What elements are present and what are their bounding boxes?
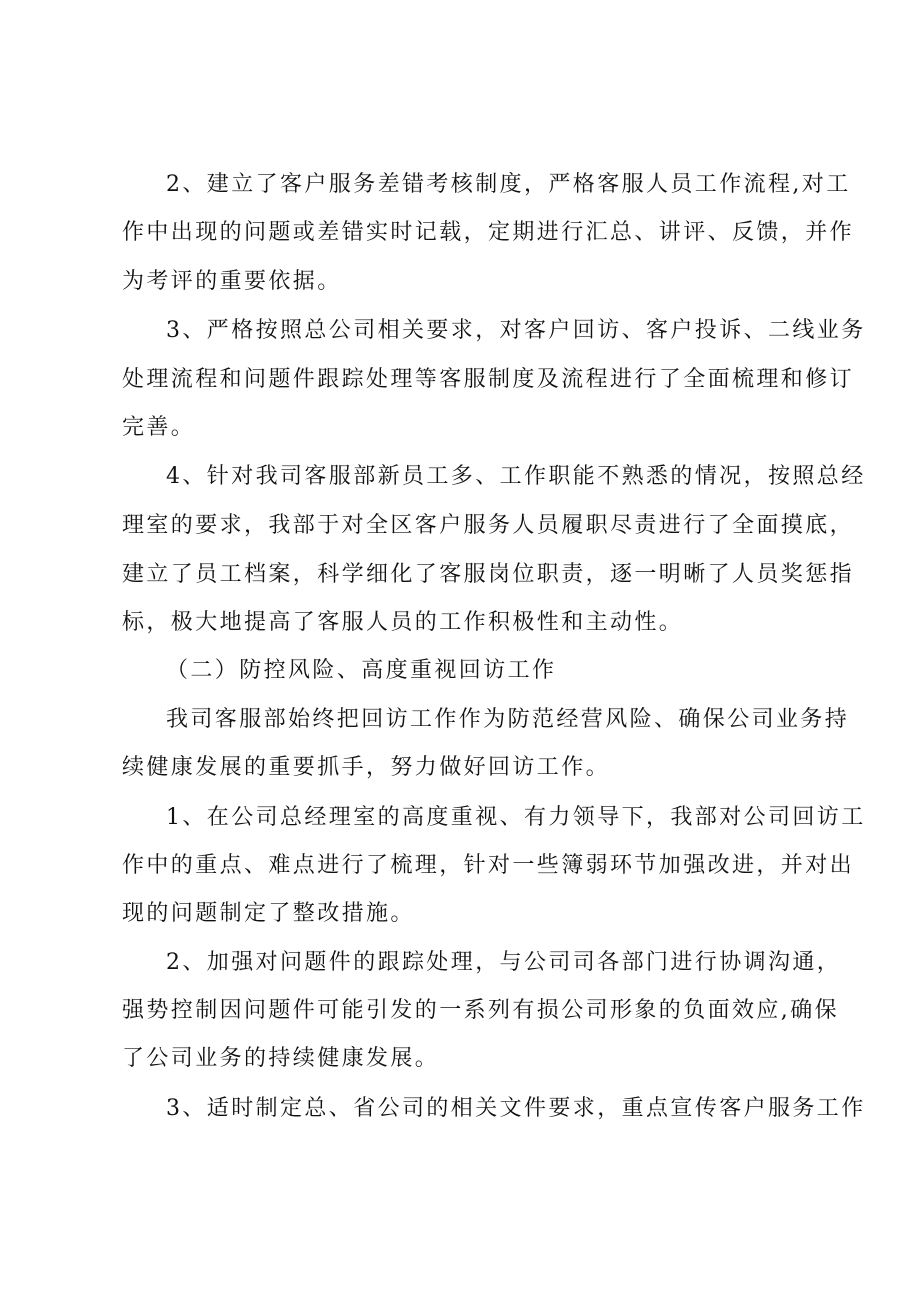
paragraph-line: 现的问题制定了整改措施。	[122, 901, 415, 926]
paragraph-line: 2、加强对问题件的跟踪处理，与公司司各部门进行协调沟通，	[166, 950, 842, 975]
paragraph-line: 理室的要求，我部于对全区客户服务人员履职尽责进行了全面摸底，	[122, 513, 855, 538]
paragraph-line: 强势控制因问题件可能引发的一系列有损公司形象的负面效应,确保	[122, 998, 839, 1023]
paragraph-line: 4、针对我司客服部新员工多、工作职能不熟悉的情况，按照总经	[166, 464, 866, 489]
paragraph-line: 2、建立了客户服务差错考核制度，严格客服人员工作流程,对工	[166, 172, 851, 197]
paragraph-line: 为考评的重要依据。	[122, 269, 342, 294]
paragraph-line: 处理流程和问题件跟踪处理等客服制度及流程进行了全面梳理和修订	[122, 367, 855, 392]
paragraph-line: 3、适时制定总、省公司的相关文件要求，重点宣传客户服务工作	[166, 1096, 866, 1121]
paragraph-line: 续健康发展的重要抓手，努力做好回访工作。	[122, 755, 611, 780]
paragraph-line: 标，极大地提高了客服人员的工作积极性和主动性。	[122, 610, 684, 635]
paragraph-line: 完善。	[122, 415, 196, 440]
paragraph-line: 了公司业务的持续健康发展。	[122, 1046, 440, 1071]
paragraph-line: 作中出现的问题或差错实时记载，定期进行汇总、讲评、反馈，并作	[122, 220, 855, 245]
section-heading: （二）防控风险、高度重视回访工作	[166, 658, 557, 683]
paragraph-line: 3、严格按照总公司相关要求，对客户回访、客户投诉、二线业务	[166, 318, 866, 343]
paragraph-line: 我司客服部始终把回访工作作为防范经营风险、确保公司业务持	[166, 707, 850, 732]
paragraph-line: 作中的重点、难点进行了梳理，针对一些簿弱环节加强改进，并对出	[122, 853, 855, 878]
paragraph-line: 1、在公司总经理室的高度重视、有力领导下，我部对公司回访工	[166, 805, 866, 830]
paragraph-line: 建立了员工档案，科学细化了客服岗位职责，逐一明晰了人员奖惩指	[122, 562, 855, 587]
